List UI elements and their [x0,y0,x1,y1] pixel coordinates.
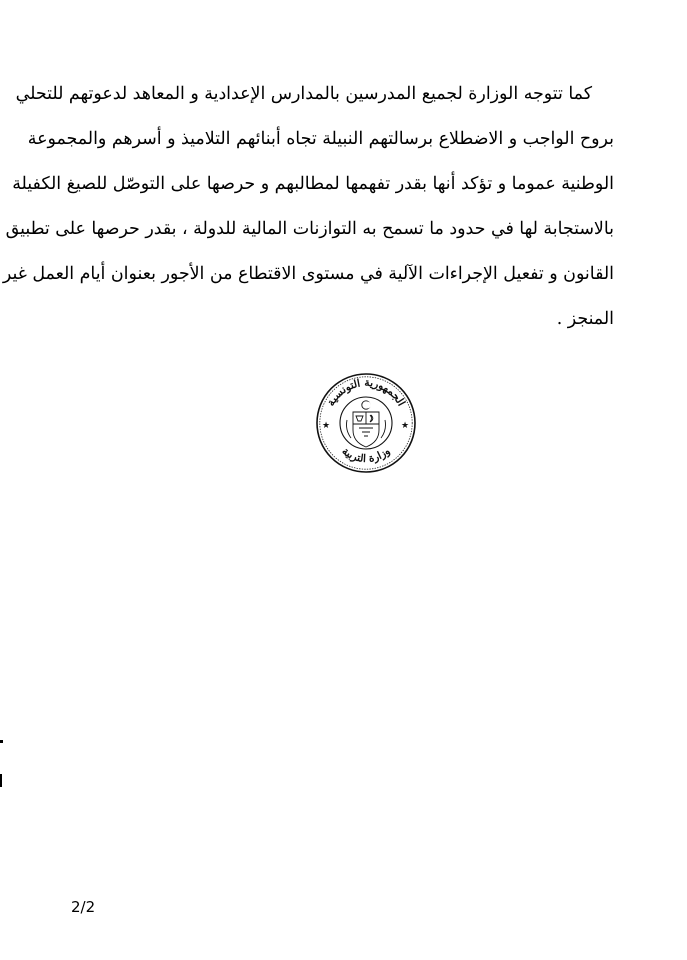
paragraph-line-6: المنجز . [556,309,614,329]
seal-right-star-icon: ★ [401,421,410,431]
seal-left-star-icon: ★ [322,421,331,431]
body-paragraph [2,72,614,342]
paragraph-line-1: كما تتوجه الوزارة لجميع المدرسين بالمدارس الإعدادية و المعاهد لدعوتهم للتحلي [15,84,592,104]
paragraph-line-2: بروح الواجب و الاضطلاع برسالتهم النبيلة تجاه أبنائهم التلاميذ و أسرهم والمجموعة [27,129,614,149]
margin-mark [0,740,3,743]
coat-of-arms-icon [347,401,386,447]
paragraph-line-4: بالاستجابة لها في حدود ما تسمح به التوازنات المالية للدولة ، بقدر حرصها على تطبيق [5,219,614,239]
seal-top-text: الجمهورية التونسية [324,376,408,409]
paragraph-line-5: القانون و تفعيل الإجراءات الآلية في مستوى الاقتطاع من الأجور بعنوان أيام العمل غير [2,264,614,284]
margin-mark [0,774,2,787]
page-number: 2/2 [71,898,96,916]
ministry-seal-stamp [315,372,417,474]
seal-bottom-text: وزارة التربية [339,445,393,466]
paragraph-line-3: الوطنية عموما و تؤكد أنها بقدر تفهمها لمطالبهم و حرصها على التوصّل للصيغ الكفيلة [12,174,614,194]
